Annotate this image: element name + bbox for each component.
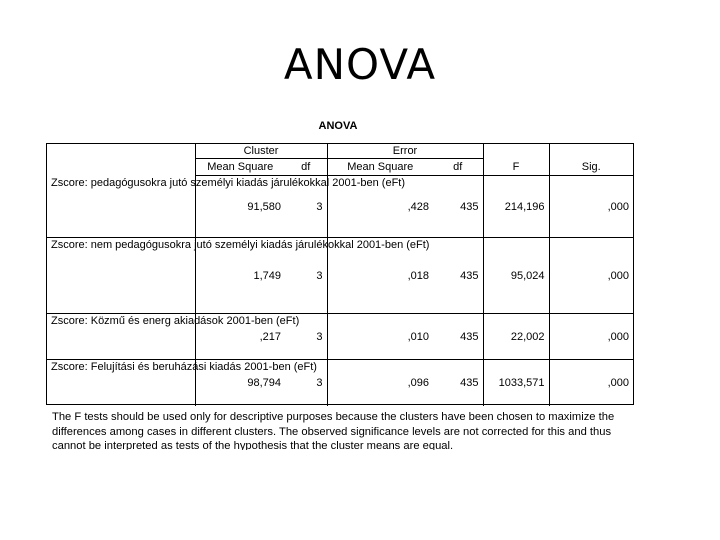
row-label: Zscore: Felujítási és beruházási kiadás 2001-ben (eFt) bbox=[47, 360, 195, 406]
row-label: Zscore: nem pedagógusokra jutó személyi kiadás járulékokkal 2001-ben (eFt) bbox=[47, 238, 195, 314]
cell-cluster-mean-square: 91,580 bbox=[195, 176, 285, 238]
cell-error-df: 435 bbox=[433, 314, 483, 360]
cell-error-df: 435 bbox=[460, 200, 479, 213]
cell-sig: ,000 bbox=[549, 314, 633, 360]
cell-error-mean-square: ,010 bbox=[327, 314, 433, 360]
cell-error-df: 435 bbox=[433, 238, 483, 314]
cell-cluster-df: 3 bbox=[285, 238, 327, 314]
row-label: Zscore: pedagógusokra jutó személyi kiadás járulékokkal 2001-ben (eFt) bbox=[51, 176, 406, 189]
table-row bbox=[47, 176, 633, 238]
col-header-sig: Sig. bbox=[549, 159, 633, 176]
table-row bbox=[47, 238, 633, 314]
cell-cluster-df: 3 bbox=[285, 314, 327, 360]
cell-f: 22,002 bbox=[483, 314, 549, 360]
cell-cluster-mean-square: ,217 bbox=[195, 314, 285, 360]
anova-table bbox=[47, 144, 633, 406]
anova-table-frame bbox=[46, 143, 634, 405]
cell-cluster-mean-square: 98,794 bbox=[195, 360, 285, 406]
cell-error-mean-square: ,018 bbox=[327, 238, 433, 314]
table-row bbox=[47, 314, 633, 360]
cell-error-df: 435 bbox=[433, 360, 483, 406]
cell-error-mean-square: ,096 bbox=[327, 360, 433, 406]
cell-f: 214,196 bbox=[483, 176, 549, 238]
cell-sig: ,000 bbox=[549, 176, 633, 238]
col-header-f: F bbox=[483, 159, 549, 176]
cell-error-mean-square: ,428 bbox=[327, 176, 433, 238]
col-header-cluster-mean-square: Mean Square bbox=[195, 159, 285, 176]
cell-sig: ,000 bbox=[549, 360, 633, 406]
cell-cluster-df: 3 bbox=[285, 360, 327, 406]
slide-title: ANOVA bbox=[283, 40, 437, 89]
cell-cluster-mean-square: 1,749 bbox=[195, 238, 285, 314]
row-label: Zscore: Közmű és energ akiadások 2001-ben (eFt) bbox=[47, 314, 195, 360]
table-title: ANOVA bbox=[318, 120, 358, 132]
col-header-cluster-df: df bbox=[285, 159, 327, 176]
table-row bbox=[47, 360, 633, 406]
header-corner bbox=[47, 144, 195, 159]
cluster-group-header: Cluster bbox=[195, 144, 327, 159]
cell-f: 95,024 bbox=[483, 238, 549, 314]
error-group-header: Error bbox=[327, 144, 483, 159]
cell-sig: ,000 bbox=[549, 238, 633, 314]
header-sub-row bbox=[47, 159, 633, 176]
cell-f: 1033,571 bbox=[483, 360, 549, 406]
table-footnote: The F tests should be used only for descriptive purposes because the clusters have been chosen to maximize the differences among cases in different clusters. The observed significance levels are not corrected for this and thus cannot be interpreted as tests of the hypothesis that the cluster means are equal. bbox=[52, 411, 615, 450]
col-header-error-df: df bbox=[433, 159, 483, 176]
header-group-row bbox=[47, 144, 633, 159]
col-header-error-mean-square: Mean Square bbox=[327, 159, 433, 176]
cell-cluster-df: 3 bbox=[316, 200, 323, 213]
